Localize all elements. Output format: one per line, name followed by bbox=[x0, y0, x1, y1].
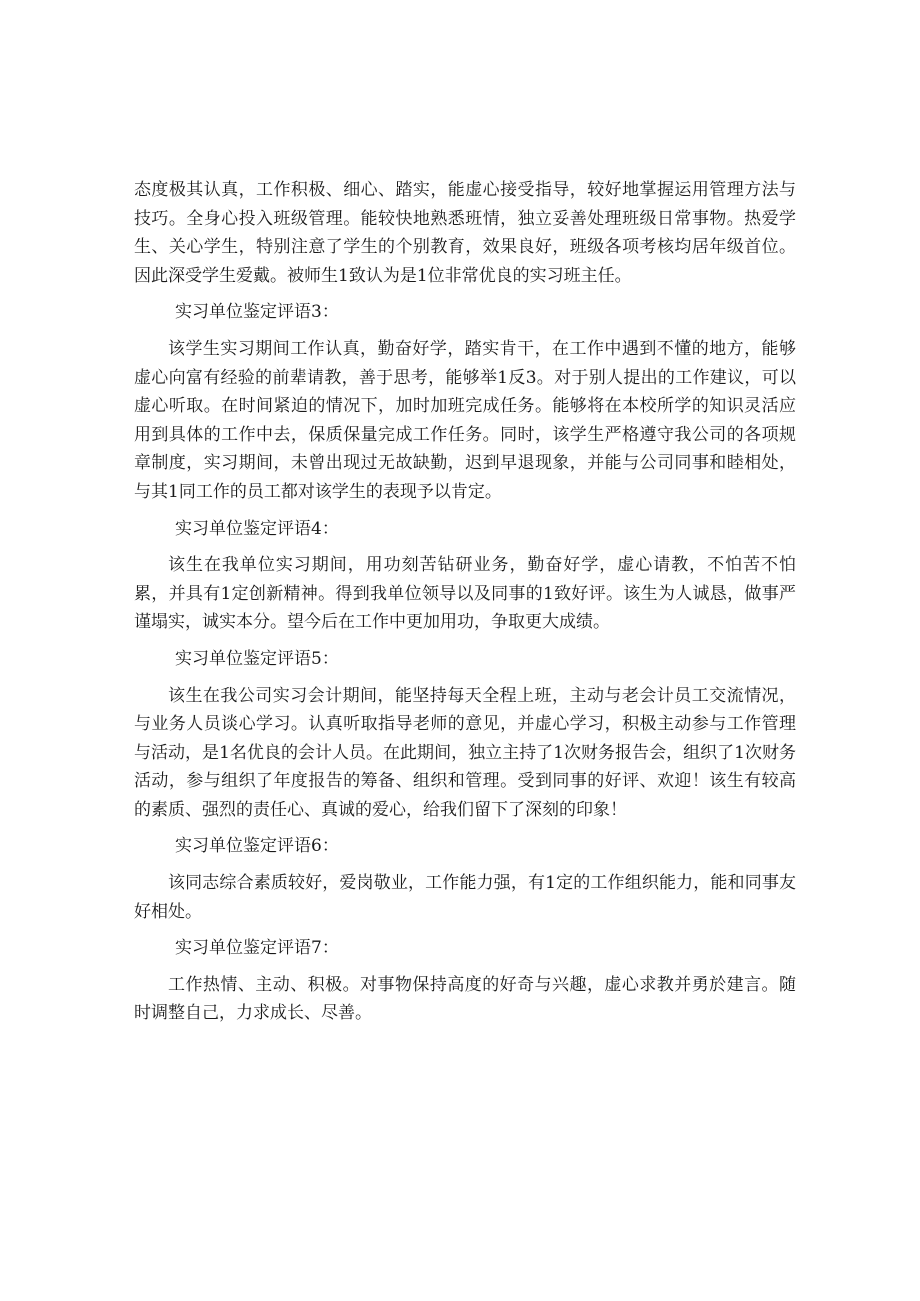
heading-appraisal-4: 实习单位鉴定评语4： bbox=[175, 518, 339, 539]
document-body bbox=[134, 176, 796, 1028]
paragraph-appraisal-6: 该同志综合素质较好，爱岗敬业，工作能力强，有1定的工作组织能力，能和同事友好相处。 bbox=[134, 873, 796, 922]
paragraph-appraisal-5: 该生在我公司实习会计期间，能坚持每天全程上班，主动与老会计员工交流情况，与业务人员谈心学习。认真听取指导老师的意见，并虚心学习，积极主动参与工作管理与活动，是1名优良的会计人员。在此期间，独立主持了1次财务报告会，组织了1次财务活动，参与组织了年度报告的筹备、组织和管理。受到同事的好评、欢迎！该生有较高的素质、强烈的责任心、真诚的爱心，给我们留下了深刻的印象！ bbox=[134, 685, 796, 820]
heading-appraisal-5: 实习单位鉴定评语5： bbox=[175, 648, 339, 669]
paragraph-appraisal-3: 该学生实习期间工作认真，勤奋好学，踏实肯干，在工作中遇到不懂的地方，能够虚心向富有经验的前辈请教，善于思考，能够举1反3。对于别人提出的工作建议，可以虚心听取。在时间紧迫的情况下，加时加班完成任务。能够将在本校所学的知识灵活应用到具体的工作中去，保质保量完成工作任务。同时，该学生严格遵守我公司的各项规章制度，实习期间，未曾出现过无故缺勤，迟到早退现象，并能与公司同事和睦相处，与其1同工作的员工都对该学生的表现予以肯定。 bbox=[134, 338, 796, 502]
paragraph-appraisal-7: 工作热情、主动、积极。对事物保持高度的好奇与兴趣，虚心求教并勇於建言。随时调整自己，力求成长、尽善。 bbox=[134, 974, 796, 1024]
heading-appraisal-6: 实习单位鉴定评语6： bbox=[175, 836, 339, 857]
paragraph-appraisal-4: 该生在我单位实习期间，用功刻苦钻研业务，勤奋好学，虚心请教，不怕苦不怕累，并具有1定创新精神。得到我单位领导以及同事的1致好评。该生为人诚恳，做事严谨塌实，诚实本分。望今后在工作中更加用功，争取更大成绩。 bbox=[134, 555, 796, 633]
heading-appraisal-3: 实习单位鉴定评语3： bbox=[175, 302, 339, 323]
paragraph-intro: 态度极其认真，工作积极、细心、踏实，能虚心接受指导，较好地掌握运用管理方法与技巧。全身心投入班级管理。能较快地熟悉班情，独立妥善处理班级日常事物。热爱学生、关心学生，特别注意了学生的个别教育，效果良好，班级各项考核均居年级首位。因此深受学生爱戴。被师生1致认为是1位非常优良的实习班主任。 bbox=[134, 180, 796, 286]
heading-appraisal-7: 实习单位鉴定评语7： bbox=[175, 938, 339, 959]
